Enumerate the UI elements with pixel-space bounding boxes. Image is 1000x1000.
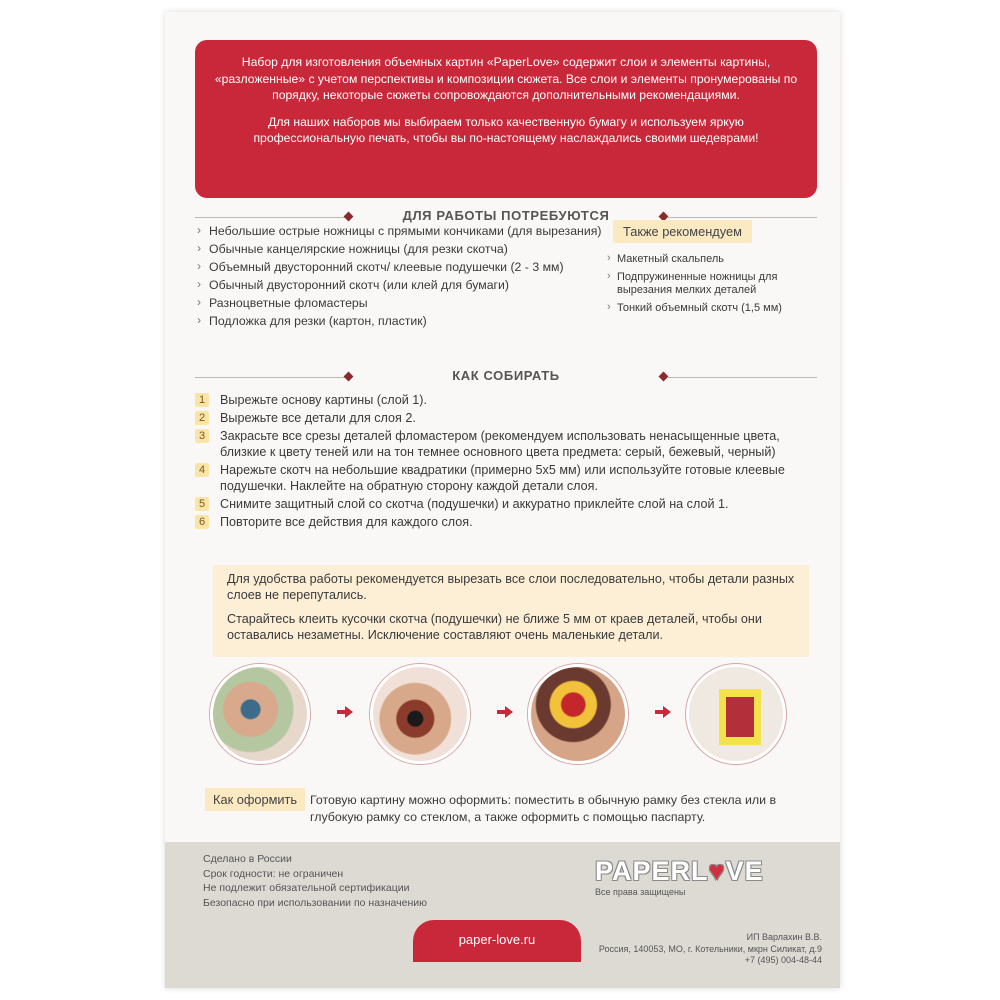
- rights-text: Все права защищены: [595, 887, 686, 897]
- legal-line: Безопасно при использовании по назначению: [203, 896, 427, 909]
- step-item: [195, 392, 815, 408]
- recommend-list: [605, 253, 825, 319]
- list-item: › Небольшие острые ножницы с прямыми кончиками (для вырезания): [195, 224, 605, 239]
- tip-paragraph-2: Старайтесь клеить кусочки скотча (подушечки) не ближе 5 мм от краев деталей, чтобы они оставались незаметны. Исключение составляют очень маленькие детали.: [227, 612, 762, 642]
- intro-paragraph-2: Для наших наборов мы выбираем только качественную бумагу и используем яркую профессиональную печать, чтобы вы по-настоящему наслаждались своими шедеврами!: [253, 114, 759, 145]
- howto-heading-text: КАК СОБИРАТЬ: [452, 368, 560, 383]
- step-number: 6: [195, 515, 209, 529]
- arrow-right-icon: [655, 706, 671, 718]
- logo-text: L: [691, 856, 709, 886]
- list-item: › Объемный двусторонний скотч/ клеевые подушечки (2 - 3 мм): [195, 260, 605, 275]
- howto-heading: [195, 368, 817, 383]
- photo-assembling: [528, 664, 628, 764]
- step-text: Вырежьте основу картины (слой 1).: [220, 393, 427, 407]
- tip-paragraph-1: Для удобства работы рекомендуется вырезать все слои последовательно, чтобы детали разных слоев не перепутались.: [227, 572, 795, 602]
- list-item: › Разноцветные фломастеры: [195, 296, 605, 311]
- step-item: [195, 514, 815, 530]
- diamond-icon: [344, 372, 354, 382]
- needed-heading-text: ДЛЯ РАБОТЫ ПОТРЕБУЮТСЯ: [402, 208, 610, 223]
- step-text: Повторите все действия для каждого слоя.: [220, 515, 473, 529]
- intro-paragraph-1: Набор для изготовления объемных картин «PaperLove» содержит слои и элементы картины, «разложенные» с учетом перспективы и композиции сюжета. Все слои и элементы пронумерованы по порядку, некоторые сюжеты сопровождаются дополнительными рекомендациями.: [214, 55, 798, 102]
- photo-framed: [686, 664, 786, 764]
- step-number: 4: [195, 463, 209, 477]
- address-line: +7 (495) 004-48-44: [744, 955, 822, 965]
- process-photos: [210, 664, 810, 774]
- step-number: 5: [195, 497, 209, 511]
- legal-info: [203, 852, 427, 910]
- photo-gluing: [370, 664, 470, 764]
- arrow-right-icon: [497, 706, 513, 718]
- list-item: › Обычный двусторонний скотч (или клей для бумаги): [195, 278, 605, 293]
- legal-line: Не подлежит обязательной сертификации: [203, 882, 410, 894]
- heart-icon: ♥: [708, 856, 726, 886]
- recommend-label: Также рекомендуем: [613, 220, 752, 243]
- step-text: Снимите защитный слой со скотча (подушечки) и аккуратно приклейте слой на слой 1.: [220, 497, 729, 511]
- address-line: ИП Варлахин В.В.: [746, 932, 822, 942]
- address-line: Россия, 140053, МО, г. Котельники, мкрн Силикат, д.9: [598, 943, 822, 954]
- decorate-text: Готовую картину можно оформить: поместить в обычную рамку без стекла или в глубокую рамку со стеклом, а также оформить с помощью паспарту.: [310, 793, 777, 824]
- step-item: [195, 410, 815, 426]
- intro-box: [195, 40, 817, 198]
- list-item: › Обычные канцелярские ножницы (для резки скотча): [195, 242, 605, 257]
- logo-text: VE: [725, 856, 764, 886]
- footer: [165, 842, 840, 988]
- step-item: [195, 428, 815, 460]
- logo-text: PAPER: [595, 856, 692, 886]
- arrow-right-icon: [337, 706, 353, 718]
- step-number: 2: [195, 411, 209, 425]
- list-item: › Тонкий объемный скотч (1,5 мм): [605, 302, 825, 316]
- instruction-sheet: [165, 12, 840, 988]
- tip-box: [213, 565, 809, 657]
- paperlove-logo: [595, 856, 795, 897]
- website-link[interactable]: paper-love.ru: [413, 920, 581, 962]
- step-text: Закрасьте все срезы деталей фломастером (рекомендуем использовать ненасыщенные цвета, близкие к цвету теней или на тон темнее основного цвета предмета: серый, бежевый, черный): [220, 429, 780, 459]
- legal-line: Сделано в России: [203, 853, 292, 865]
- list-item: › Подпружиненные ножницы для вырезания мелких деталей: [605, 271, 825, 298]
- legal-line: Срок годности: не ограничен: [203, 867, 344, 880]
- steps-list: [195, 392, 815, 532]
- step-text: Вырежьте все детали для слоя 2.: [220, 411, 416, 425]
- diamond-icon: [344, 212, 354, 222]
- step-item: [195, 496, 815, 512]
- step-number: 3: [195, 429, 209, 443]
- decorate-label: Как оформить: [205, 788, 305, 811]
- photo-cutting: [210, 664, 310, 764]
- address-block: [599, 932, 822, 967]
- needed-list: [195, 224, 605, 332]
- step-text: Нарежьте скотч на небольшие квадратики (примерно 5х5 мм) или используйте готовые клеевые подушечки. Наклейте на обратную сторону каждой детали слоя.: [220, 463, 785, 493]
- step-number: 1: [195, 393, 209, 407]
- list-item: › Подложка для резки (картон, пластик): [195, 314, 605, 329]
- list-item: › Макетный скальпель: [605, 253, 825, 267]
- step-item: [195, 462, 815, 494]
